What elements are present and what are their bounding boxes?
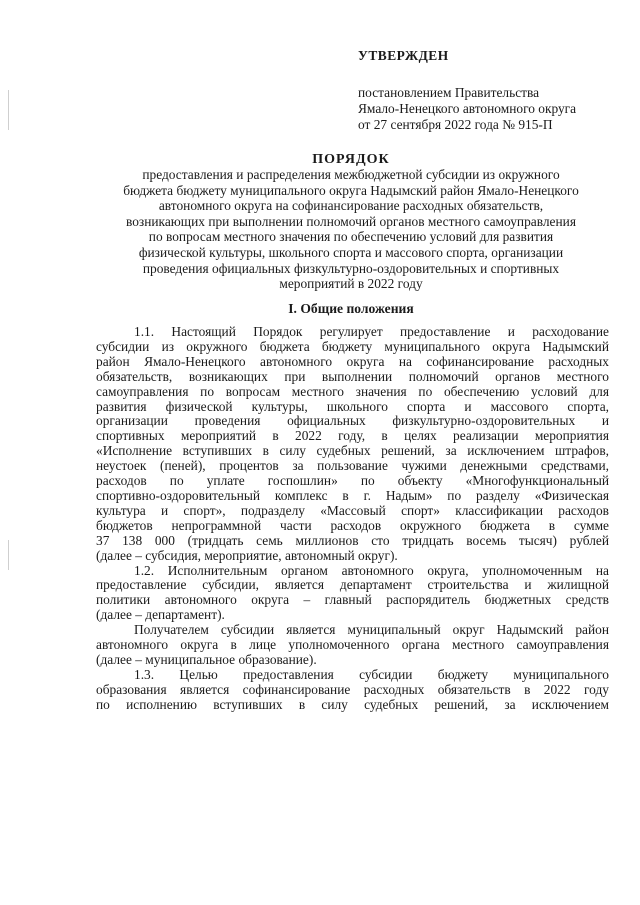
subtitle-line: по вопросам местного значения по обеспечению условий для развития <box>148 229 554 245</box>
text-line: 1.2. Исполнительным органом автономного округа, уполномоченным на <box>134 562 609 578</box>
paragraph-recipient <box>96 623 609 668</box>
approval-line: от 27 сентября 2022 года № 915-П <box>358 117 553 132</box>
text-line: 1.3. Целью предоставления субсидии бюджету муниципального <box>134 666 609 682</box>
approval-line: постановлением Правительства <box>358 85 540 100</box>
text-line: 1.1. Настоящий Порядок регулирует предоставление и расходование <box>134 324 609 339</box>
approval-heading: УТВЕРЖДЕН <box>358 48 449 63</box>
document-title: ПОРЯДОК <box>312 152 390 167</box>
section-heading: I. Общие положения <box>288 301 414 316</box>
text-line: по исполнению вступивших в силу судебных решений, за исключением <box>96 696 609 712</box>
text-line: самоуправления по вопросам местного значения по обеспечению условий для <box>96 383 609 399</box>
scan-edge-mark <box>8 90 9 130</box>
text-line: (далее – муниципальное образование). <box>96 651 317 667</box>
subtitle-line: бюджета бюджету муниципального округа Надымский район Ямало-Ненецкого <box>123 182 579 198</box>
text-line: развития физической культуры, школьного спорта и массового спорта, <box>96 398 609 414</box>
text-line: спортивно-оздоровительный комплекс в г. Надым» по разделу «Физическая <box>96 487 609 503</box>
subtitle-line: возникающих при выполнении полномочий органов местного самоуправления <box>126 213 576 229</box>
text-line: Получателем субсидии является муниципальный округ Надымский район <box>134 622 609 638</box>
text-line: «Исполнение вступивших в силу судебных решений, за исключением штрафов, <box>96 443 609 459</box>
paragraph-1-1 <box>96 325 609 564</box>
text-line: (далее – субсидия, мероприятие, автономный округ). <box>96 547 398 563</box>
subtitle-line: мероприятий в 2022 году <box>279 276 423 292</box>
text-line: 37 138 000 (тридцать семь миллионов сто тридцать восемь тысяч) рублей <box>96 532 609 548</box>
approval-line: Ямало-Ненецкого автономного округа <box>358 101 577 116</box>
subtitle-line: предоставления и распределения межбюджетной субсидии из окружного <box>142 167 560 182</box>
text-line: организации проведения официальных физкультурно-оздоровительных и <box>96 413 609 429</box>
text-line: автономного округа в лице уполномоченного органа местного самоуправления <box>96 637 609 653</box>
text-line: обязательств, возникающих при выполнении полномочий органов местного <box>96 368 609 384</box>
scan-edge-mark <box>8 540 9 570</box>
document-body <box>96 325 609 713</box>
text-line: образования является софинансирование расходных обязательств в 2022 году <box>96 681 609 697</box>
subtitle-line: физической культуры, школьного спорта и массового спорта, организации <box>138 244 564 260</box>
text-line: неустоек (пеней), процентов за пользование чужими денежными средствами, <box>96 458 609 474</box>
text-line: (далее – департамент). <box>96 607 225 623</box>
text-line: спортивных мероприятий в 2022 году, в целях реализации мероприятия <box>96 428 609 444</box>
text-line: расходов по уплате госпошлин» по объекту «Многофункциональный <box>96 473 609 489</box>
text-line: культура и спорт», подразделу «Массовый спорт» классификации расходов <box>96 502 609 518</box>
subtitle-line: автономного округа на софинансирование расходных обязательств, <box>158 198 544 214</box>
text-line: субсидии из окружного бюджета бюджету муниципального округа Надымский <box>96 338 609 354</box>
approval-block <box>358 48 618 133</box>
text-line: бюджетов непрограммной части расходов окружного бюджета в сумме <box>96 517 609 533</box>
paragraph-1-3 <box>96 668 609 713</box>
document-subtitle <box>96 167 606 292</box>
subtitle-line: проведения официальных физкультурно-оздоровительных и спортивных <box>142 260 560 276</box>
text-line: предоставление субсидии, является департамент строительства и жилищной <box>96 577 609 593</box>
text-line: район Ямало-Ненецкого автономного округа на софинансирование расходных <box>96 353 609 369</box>
paragraph-1-2 <box>96 564 609 624</box>
text-line: политики автономного округа – главный распорядитель бюджетных средств <box>96 592 609 608</box>
